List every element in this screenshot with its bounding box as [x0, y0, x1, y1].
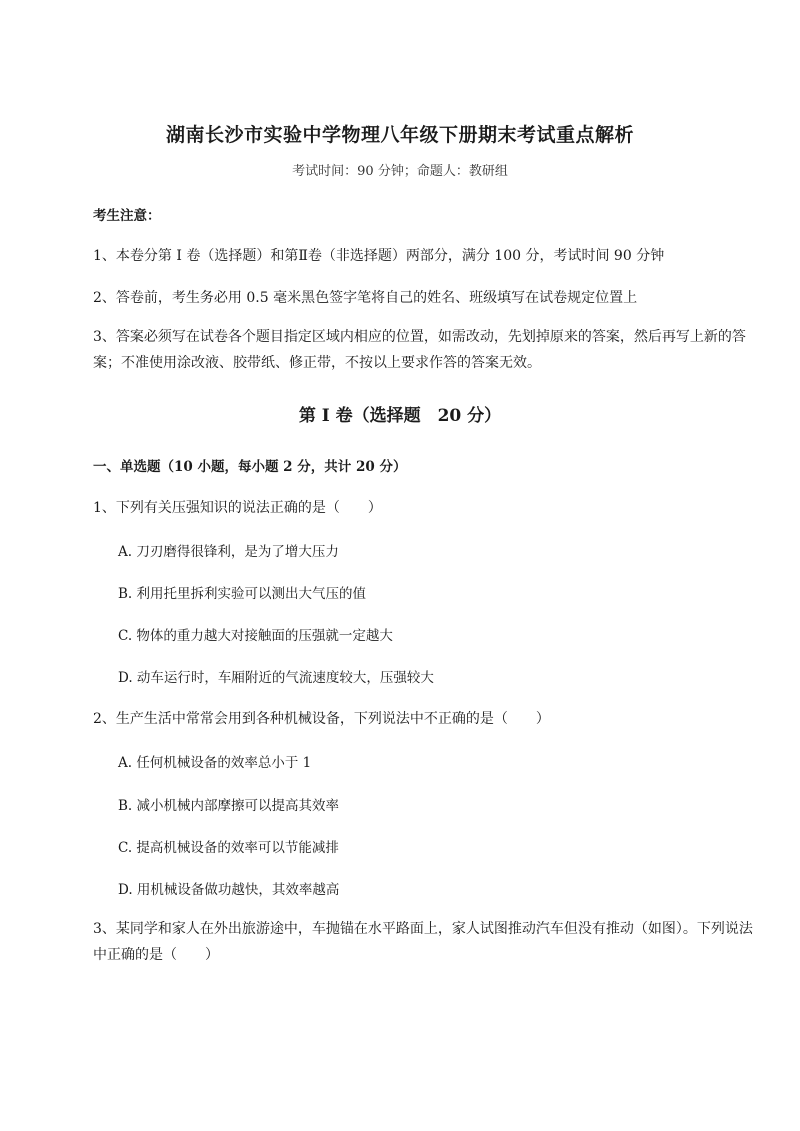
question-3-stem: 3、某同学和家人在外出旅游途中，车抛锚在水平路面上，家人试图推动汽车但没有推动（如图）。下列说法中正确的是（ ）	[93, 921, 753, 963]
question-2-stem: 2、生产生活中常常会用到各种机械设备，下列说法中不正确的是（ ）	[93, 711, 550, 727]
question-1-option-c: C. 物体的重力越大对接触面的压强就一定越大	[118, 628, 393, 644]
notice-item-3: 3、答案必须写在试卷各个题目指定区域内相应的位置，如需改动，先划掉原来的答案，然后再写上新的答案；不准使用涂改液、胶带纸、修正带，不按以上要求作答的答案无效。	[93, 329, 746, 371]
section-title: 第 I 卷（选择题 20 分）	[298, 406, 502, 426]
document-subtitle: 考试时间：90 分钟；命题人：教研组	[292, 164, 508, 179]
question-1-option-a: A. 刀刃磨得很锋利，是为了增大压力	[118, 544, 339, 560]
notice-item-2: 2、答卷前，考生务必用 0.5 毫米黑色签字笔将自己的姓名、班级填写在试卷规定位置上	[93, 290, 638, 306]
question-1-option-b: B. 利用托里拆利实验可以测出大气压的值	[118, 586, 367, 602]
document-title: 湖南长沙市实验中学物理八年级下册期末考试重点解析	[165, 124, 634, 146]
notice-heading: 考生注意：	[93, 208, 161, 224]
question-1-option-d: D. 动车运行时，车厢附近的气流速度较大，压强较大	[118, 670, 434, 686]
question-2-option-b: B. 减小机械内部摩擦可以提高其效率	[118, 798, 340, 814]
question-2-option-d: D. 用机械设备做功越快，其效率越高	[118, 882, 340, 898]
notice-item-1: 1、本卷分第 I 卷（选择题）和第Ⅱ卷（非选择题）两部分，满分 100 分，考试时间 90 分钟	[93, 248, 665, 264]
question-1-stem: 1、下列有关压强知识的说法正确的是（ ）	[93, 500, 382, 516]
part-heading: 一、单选题（10 小题，每小题 2 分，共计 20 分）	[93, 459, 407, 475]
question-2-option-c: C. 提高机械设备的效率可以节能减排	[118, 840, 339, 856]
question-2-option-a: A. 任何机械设备的效率总小于 1	[118, 755, 312, 771]
